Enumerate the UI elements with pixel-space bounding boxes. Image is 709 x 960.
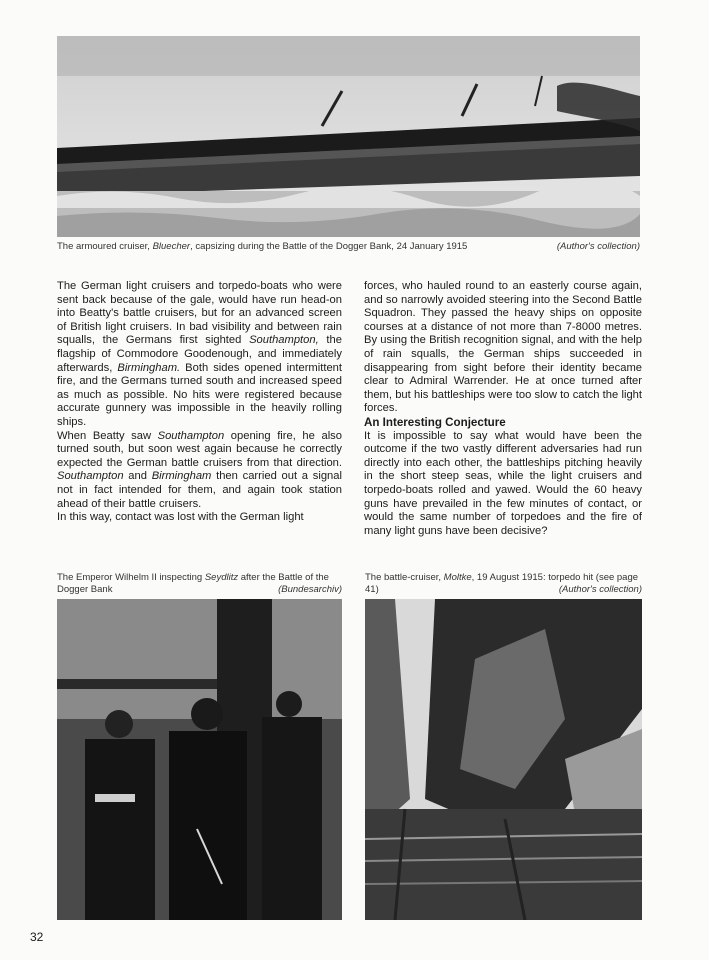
- paragraph: It is impossible to say what would have been the outcome if the two vastly different adversaries had run directly into each other, the battleships pitching heavily in the short steep seas, while the light cruisers and torpedo-boats rolled and yawed. Would the 60 heavy guns have prevailed in the few minutes of contact, or would the same number of torpedoes and the fire of many light guns have been decisive?: [364, 429, 642, 537]
- photo-credit: (Author's collection): [556, 241, 640, 252]
- paragraph: forces, who hauled round to an easterly course again, and so narrowly avoided steering into the Second Battle Squadron. They passed the heavy ships on opposite courses at a distance of not more than 7-8000 metres. By using the British recognition signal, and with the help of rain squalls, the German ships succeeded in disappearing from sight before their identity became clear to Admiral Warrender. He at once turned after them, but his battleships were too slow to catch the light forces.: [364, 280, 642, 415]
- section-heading: An Interesting Conjecture: [364, 415, 506, 429]
- text-column-right: [364, 280, 642, 538]
- paragraph: When Beatty saw Southampton opening fire, he also turned south, but soon west again because he correctly expected the German battle cruisers from that direction. Southampton and Birmingham then carried out a signal not in fact intended for them, and again took station ahead of their battle cruisers.: [57, 429, 342, 510]
- caption-top-photo: [57, 241, 640, 253]
- text-column-left: [57, 280, 342, 525]
- photo-emperor-inspecting-seydlitz: [57, 599, 342, 920]
- caption-text: The battle-cruiser, Moltke, 19 August 1915: torpedo hit (see page 41): [365, 572, 639, 595]
- paragraph: In this way, contact was lost with the German light: [57, 511, 304, 524]
- caption-text: The armoured cruiser, Bluecher, capsizing during the Battle of the Dogger Bank, 24 January 1915: [57, 241, 468, 252]
- photo-credit: (Author's collection): [558, 584, 642, 595]
- caption-text: The Emperor Wilhelm II inspecting Seydlitz after the Battle of the Dogger Bank: [57, 572, 329, 595]
- page-number: 32: [30, 930, 44, 944]
- photo-moltke-torpedo-hit: [365, 599, 642, 920]
- caption-bottom-right-photo: [365, 572, 642, 596]
- paragraph: The German light cruisers and torpedo-boats who were sent back because of the gale, would have run head-on into Beatty's battle cruisers, but for an advanced screen of British light cruisers. In bad visibility and between rain squalls, the Germans first sighted Southampton, the flagship of Commodore Goodenough, and immediately afterwards, Birmingham. Both sides opened intermittent fire, and the Germans turned south and increased speed as much as possible. No hits were registered because accurate gunnery was impossible in the heavily rolling ships.: [57, 280, 343, 428]
- caption-bottom-left-photo: [57, 572, 342, 596]
- photo-bluecher-capsizing: [57, 36, 640, 237]
- photo-credit: (Bundesarchiv): [278, 584, 342, 595]
